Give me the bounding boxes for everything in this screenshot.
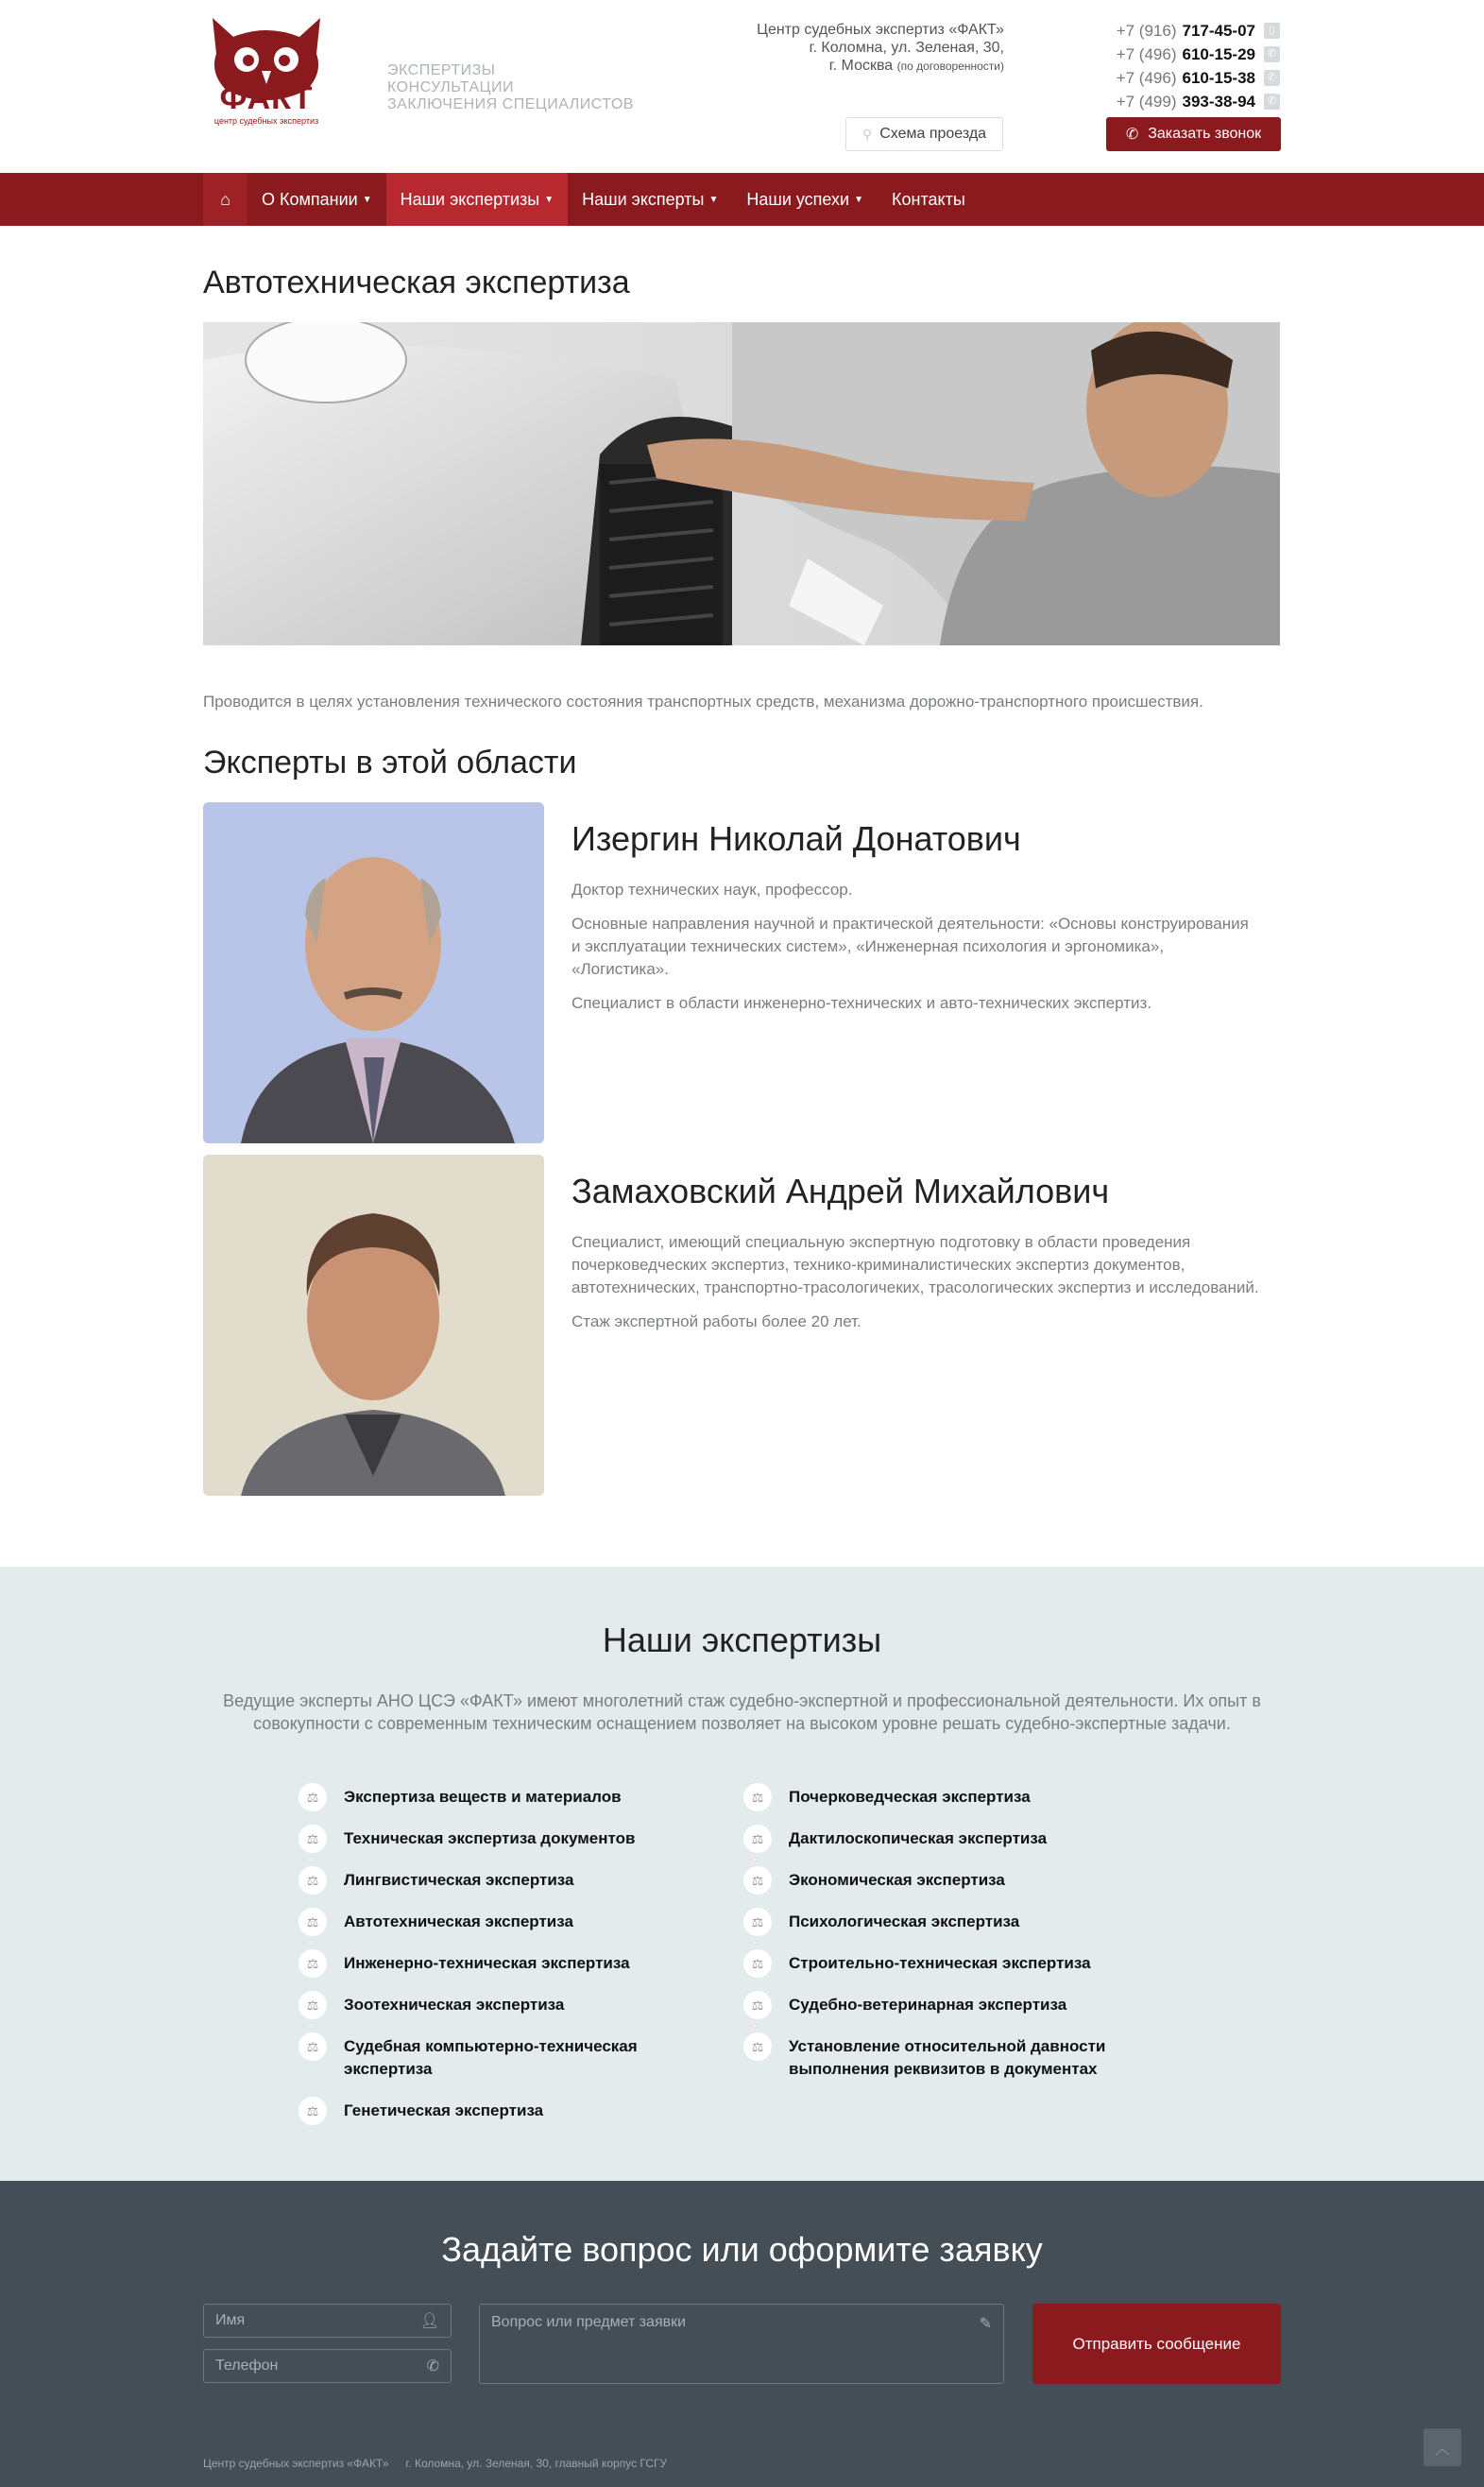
expertises-title: Наши экспертизы (602, 1621, 882, 1659)
nav-about[interactable]: О Компании ▼ (262, 189, 372, 209)
footer-company: Центр судебных экспертиз «ФАКТ» (203, 2457, 389, 2470)
scales-icon: ⚖ (743, 1949, 772, 1978)
scroll-to-top-button[interactable] (1424, 2428, 1461, 2466)
nav-home[interactable] (203, 173, 247, 226)
logo-text: ФАКТ (219, 80, 314, 116)
caret-down-icon: ▼ (708, 194, 719, 205)
scales-icon: ⚖ (743, 1783, 772, 1811)
phone-item[interactable]: +7 (496) 610-15-29 ✆ (1058, 43, 1280, 66)
scales-icon: ⚖ (299, 1866, 327, 1895)
map-pin-icon: ⚲ (861, 126, 873, 142)
name-input[interactable]: Имя 👤︎ (203, 2304, 452, 2338)
scales-icon: ⚖ (743, 1908, 772, 1936)
expert-bio (571, 1231, 1261, 1345)
tagline-line: ЗАКЛЮЧЕНИЯ СПЕЦИАЛИСТОВ (387, 96, 634, 112)
main-nav (0, 173, 1484, 226)
expertise-link[interactable]: ⚖ Лингвистическая экспертиза (299, 1866, 676, 1908)
user-icon: 👤︎ (419, 2313, 439, 2329)
address-line: г. Коломна, ул. Зеленая, 30, (809, 40, 1004, 56)
nav-expertises[interactable]: Наши экспертизы ▼ (386, 173, 569, 226)
scales-icon: ⚖ (299, 2032, 327, 2061)
tagline-line: ЭКСПЕРТИЗЫ (387, 62, 496, 78)
expertise-link[interactable]: ⚖ Экспертиза веществ и материалов (299, 1783, 676, 1825)
expertise-link[interactable]: ⚖ Дактилоскопическая экспертиза (743, 1825, 1121, 1866)
address-note: (по договоренности) (896, 60, 1004, 73)
expertise-list-left (299, 1783, 676, 2138)
expert-bio-paragraph: Специалист, имеющий специальную экспертную подготовку в области проведения почерковедческих экспертиз, технико-криминалистических экспертиз документов, автотехнических, транспортно-трасологичеких, трасологических экспертиз и исследований. (571, 1233, 1259, 1296)
chevron-up-icon: ︿ (1434, 2441, 1450, 2458)
question-textarea[interactable]: Вопрос или предмет заявки ✎ (479, 2304, 1004, 2384)
expertise-link[interactable]: ⚖ Судебная компьютерно-техническая экспертиза (299, 2032, 676, 2097)
tagline (387, 62, 634, 113)
expert-name: Замаховский Андрей Михайлович (571, 1172, 1110, 1210)
mobile-icon: ▯ (1264, 23, 1280, 39)
scales-icon: ⚖ (743, 2032, 772, 2061)
scales-icon: ⚖ (299, 1991, 327, 2019)
caret-down-icon: ▼ (544, 194, 554, 205)
phone-item[interactable]: +7 (916) 717-45-07 ▯ (1058, 19, 1280, 43)
car-inspection-illustration (203, 322, 1280, 645)
scales-icon: ⚖ (299, 1783, 327, 1811)
caret-down-icon: ▼ (362, 194, 372, 205)
phone-icon: ✆ (1264, 70, 1280, 86)
expert-bio-paragraph: Доктор технических наук, профессор. (571, 881, 853, 899)
nav-successes[interactable]: Наши успехи ▼ (746, 189, 864, 209)
portrait-image (203, 1155, 544, 1496)
header-address (699, 21, 1004, 76)
footer-address: г. Коломна, ул. Зеленая, 30, главный корпус ГСГУ (405, 2457, 668, 2470)
expertise-link[interactable]: ⚖ Экономическая экспертиза (743, 1866, 1121, 1908)
expert-name: Изергин Николай Донатович (571, 819, 1021, 858)
logo-subtext: центр судебных экспертиз (213, 116, 319, 126)
caret-down-icon: ▼ (854, 194, 864, 205)
phone-list (1058, 19, 1280, 113)
expertise-link[interactable]: ⚖ Генетическая экспертиза (299, 2097, 676, 2138)
map-button[interactable]: ⚲ Схема проезда (845, 117, 1003, 151)
phone-item[interactable]: +7 (496) 610-15-38 ✆ (1058, 66, 1280, 90)
expertises-lead: Ведущие эксперты АНО ЦСЭ «ФАКТ» имеют многолетний стаж судебно-экспертной и профессиональной деятельности. Их опыт в совокупности с современным техническим оснащением позволяет на высоком уровне решать судебно-экспертные задачи. (223, 1691, 1261, 1733)
experts-heading: Эксперты в этой области (203, 745, 577, 780)
tagline-line: КОНСУЛЬТАЦИИ (387, 79, 514, 95)
expert-photo (203, 802, 544, 1143)
scales-icon: ⚖ (299, 1908, 327, 1936)
phone-icon: ✆ (1264, 46, 1280, 62)
expert-bio-paragraph: Основные направления научной и практической деятельности: «Основы конструирования и эксплуатации технических систем», «Инженерная психология и эргономика», «Логистика». (571, 915, 1249, 978)
nav-experts[interactable]: Наши эксперты ▼ (582, 189, 719, 209)
address-line: Центр судебных экспертиз «ФАКТ» (757, 22, 1004, 38)
expert-bio-paragraph: Специалист в области инженерно-технических и авто-технических экспертиз. (571, 994, 1152, 1012)
expertise-link[interactable]: ⚖ Судебно-ветеринарная экспертиза (743, 1991, 1121, 2032)
expertise-link[interactable]: ⚖ Техническая экспертиза документов (299, 1825, 676, 1866)
page-title: Автотехническая экспертиза (203, 265, 630, 300)
scales-icon: ⚖ (743, 1866, 772, 1895)
logo[interactable] (205, 16, 328, 129)
expert-photo (203, 1155, 544, 1496)
expertise-link[interactable]: ⚖ Автотехническая экспертиза (299, 1908, 676, 1949)
phone-icon: ✆ (1264, 94, 1280, 110)
form-title: Задайте вопрос или оформите заявку (441, 2230, 1043, 2269)
expert-bio-paragraph: Стаж экспертной работы более 20 лет. (571, 1312, 861, 1330)
expertise-link[interactable]: ⚖ Почерковедческая экспертиза (743, 1783, 1121, 1825)
scales-icon: ⚖ (299, 1949, 327, 1978)
expertise-link[interactable]: ⚖ Инженерно-техническая экспертиза (299, 1949, 676, 1991)
submit-button[interactable]: Отправить сообщение (1032, 2304, 1281, 2384)
phone-icon: ✆ (426, 2358, 439, 2375)
home-icon: ⌂ (220, 189, 230, 209)
nav-contacts[interactable]: Контакты (892, 189, 965, 209)
scales-icon: ⚖ (299, 2097, 327, 2125)
hero-image (203, 322, 1280, 645)
footer-info (203, 2457, 684, 2470)
portrait-image (203, 802, 544, 1143)
expertise-link[interactable]: ⚖ Зоотехническая экспертиза (299, 1991, 676, 2032)
phone-item[interactable]: +7 (499) 393-38-94 ✆ (1058, 90, 1280, 113)
address-line: г. Москва (по договоренности) (828, 58, 1004, 74)
call-request-button[interactable]: ✆ Заказать звонок (1106, 117, 1281, 151)
expertise-list-right (743, 1783, 1121, 2097)
page-lead: Проводится в целях установления технического состояния транспортных средств, механизма дорожно-транспортного происшествия. (203, 693, 1203, 711)
scales-icon: ⚖ (743, 1825, 772, 1853)
scales-icon: ⚖ (299, 1825, 327, 1853)
expertise-link[interactable]: ⚖ Психологическая экспертиза (743, 1908, 1121, 1949)
phone-icon: ✆ (1125, 127, 1139, 143)
phone-input[interactable]: Телефон ✆ (203, 2349, 452, 2383)
expertise-link[interactable]: ⚖ Строительно-техническая экспертиза (743, 1949, 1121, 1991)
scales-icon: ⚖ (743, 1991, 772, 2019)
expertise-link[interactable]: ⚖ Установление относительной давности выполнения реквизитов в документах (743, 2032, 1121, 2097)
pencil-icon: ✎ (979, 2316, 992, 2332)
expert-bio (571, 879, 1261, 1026)
